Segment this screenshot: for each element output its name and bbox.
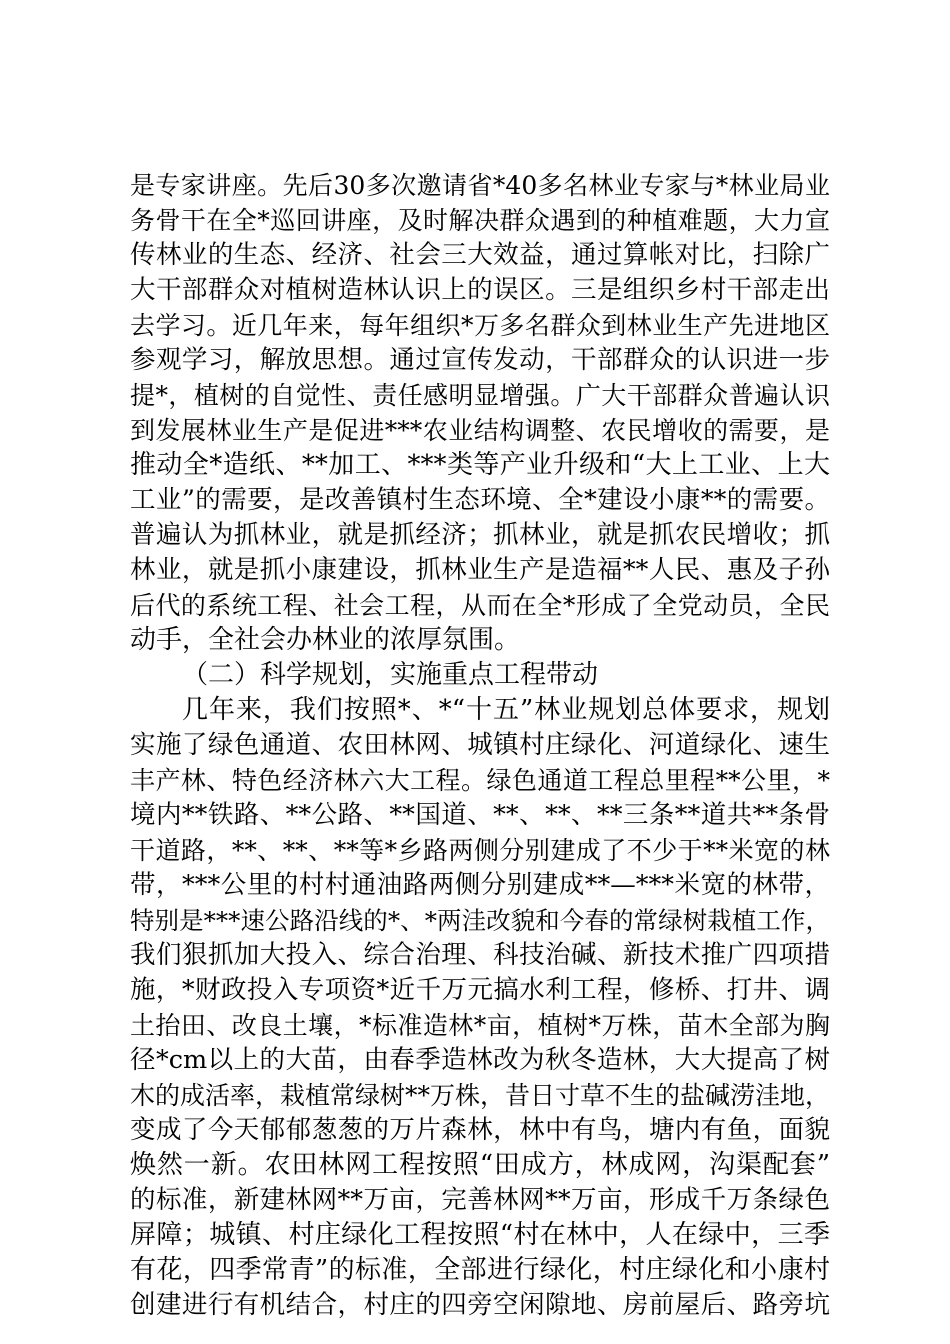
paragraph-line: 丰产林、特色经济林六大工程。绿色通道工程总里程**公里，*: [130, 766, 830, 795]
paragraph-line: 提*，植树的自觉性、责任感明显增强。广大干部群众普遍认识: [130, 381, 830, 410]
paragraph-line: 施，*财政投入专项资*近千万元搞水利工程，修桥、打井、调: [130, 975, 830, 1005]
paragraph-line: 境内**铁路、**公路、**国道、**、**、**三条**道共**条骨: [130, 800, 830, 830]
paragraph-line: 创建进行有机结合，村庄的四旁空闲隙地、房前屋后、路旁坑: [130, 1290, 830, 1320]
paragraph-line: 到发展林业生产是促进***农业结构调整、农民增收的需要，是: [130, 416, 830, 445]
paragraph-line: 大干部群众对植树造林认识上的误区。三是组织乡村干部走出: [130, 275, 830, 305]
paragraph-line: 实施了绿色通道、农田林网、城镇村庄绿化、河道绿化、速生: [130, 730, 830, 760]
paragraph-line: 去学习。近几年来，每年组织*万多名群众到林业生产先进地区: [130, 311, 830, 340]
paragraph-line: 务骨干在全*巡回讲座，及时解决群众遇到的种植难题，大力宣: [130, 206, 830, 235]
paragraph-line: 普遍认为抓林业，就是抓经济；抓林业，就是抓农民增收；抓: [130, 520, 830, 550]
paragraph-line: 木的成活率，栽植常绿树**万株，昔日寸草不生的盐碱涝洼地，: [130, 1081, 831, 1110]
paragraph-line: 林业，就是抓小康建设，抓林业生产是造福**人民、惠及子孙: [130, 555, 830, 585]
paragraph-line: 干道路，**、**、**等*乡路两侧分别建成了不少于**米宽的林: [130, 836, 830, 865]
paragraph-line: 参观学习，解放思想。通过宣传发动，干部群众的认识进一步: [130, 345, 830, 375]
paragraph-line: 屏障；城镇、村庄绿化工程按照“村在林中，人在绿中，三季: [130, 1220, 830, 1250]
paragraph-line: 动手，全社会办林业的浓厚氛围。: [130, 625, 521, 655]
paragraph-line: 土抬田、改良土壤，*标准造林*亩，植树*万株，苗木全部为胸: [130, 1011, 830, 1040]
paragraph-line: 推动全*造纸、**加工、***类等产业升级和“大上工业、上大: [130, 450, 830, 480]
paragraph-line: 变成了今天郁郁葱葱的万片森林，林中有鸟，塘内有鱼，面貌: [130, 1115, 830, 1145]
paragraph-line: 工业”的需要，是改善镇村生态环境、全*建设小康**的需要。: [130, 485, 830, 515]
paragraph-line: 特别是***速公路沿线的*、*两洼改貌和今春的常绿树栽植工作，: [130, 906, 830, 935]
paragraph-line: 带，***公里的村村通油路两侧分别建成**—***米宽的林带，: [130, 870, 830, 900]
section-heading: （二）科学规划，实施重点工程带动: [182, 660, 599, 690]
paragraph-line: 有花，四季常青”的标准，全部进行绿化，村庄绿化和小康村: [130, 1255, 830, 1285]
paragraph-line: 径*cm以上的大苗，由春季造林改为秋冬造林，大大提高了树: [130, 1045, 830, 1075]
paragraph-line: 焕然一新。农田林网工程按照“田成方，林成网，沟渠配套”: [130, 1150, 830, 1180]
document-body: [130, 168, 830, 1323]
paragraph-line: 我们狠抓加大投入、综合治理、科技治碱、新技术推广四项措: [130, 940, 830, 970]
paragraph-line: 的标准，新建林网**万亩，完善林网**万亩，形成千万条绿色: [130, 1185, 830, 1215]
paragraph-line: 后代的系统工程、社会工程，从而在全*形成了全党动员，全民: [130, 591, 830, 620]
paragraph-line: 几年来，我们按照*、*“十五”林业规划总体要求，规划: [182, 695, 830, 725]
paragraph-line: 传林业的生态、经济、社会三大效益，通过算帐对比，扫除广: [130, 240, 830, 270]
paragraph-line: 是专家讲座。先后30多次邀请省*40多名林业专家与*林业局业: [130, 171, 830, 200]
